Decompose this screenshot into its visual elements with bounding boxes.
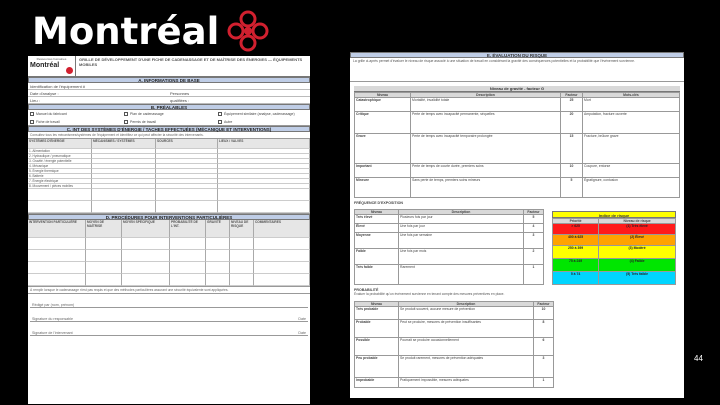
level-cell: Important (355, 164, 411, 178)
risk-row-5 (553, 272, 676, 285)
desc-cell: Une fois par jour (399, 224, 524, 233)
cell[interactable] (206, 238, 230, 250)
factor-cell: 8 (534, 320, 554, 338)
cell[interactable] (28, 274, 86, 286)
risk-range: 75 à 249 (553, 259, 599, 272)
desc-cell: Perte de temps avec incapacité temporaire prolongée (411, 134, 561, 164)
table-row (355, 178, 680, 198)
cell[interactable] (206, 262, 230, 274)
prealable-item[interactable] (122, 118, 216, 126)
table-row (355, 320, 554, 338)
cell[interactable] (86, 262, 122, 274)
desc-cell: Se produit souvent, aucune mesure de prévention (399, 307, 534, 320)
col-header: Description (399, 210, 524, 215)
prob-title: PROBABILITÉ (354, 288, 379, 292)
desc-cell: Mortalité, invalidité totale (411, 98, 561, 112)
prealable-item[interactable] (216, 118, 310, 126)
col-header: Niveau (355, 93, 411, 98)
factor-cell: 1 (534, 378, 554, 388)
risk-row-3 (553, 246, 676, 259)
gravite-title: Niveau de gravité - facteur G (354, 86, 680, 92)
montreal-flower-logo-icon (225, 8, 271, 54)
lieu-label: Lieu : (30, 98, 40, 103)
prealable-label: Manuel du fabricant (36, 112, 67, 116)
date-row[interactable] (28, 90, 310, 97)
risk-range: 250 à 399 (553, 246, 599, 259)
cell[interactable] (170, 238, 206, 250)
section-d-header: D. PROCÉDURES POUR INTERVENTIONS PARTICULIÈRES (28, 214, 310, 220)
sig-label: Signature de l'intervenant (32, 331, 73, 335)
prob-para: Évaluer la probabilité qu'un événement survienne en tenant compte des mesures préventives en place. (354, 292, 505, 296)
cell[interactable] (28, 250, 86, 262)
prealable-label: Autre (224, 120, 233, 124)
col-header: Mots-clés (583, 93, 680, 98)
cell[interactable] (170, 250, 206, 262)
risk-label: (5) Très faible (599, 272, 676, 285)
frequence-title: FRÉQUENCE D'EXPOSITION (354, 201, 403, 205)
table-row (355, 249, 544, 265)
table-row (355, 98, 680, 112)
desc-cell: Pourrait se produire occasionnellement (399, 338, 534, 356)
col-header: Description (399, 302, 534, 307)
desc-cell: Une fois par mois (399, 249, 524, 265)
section-a-header: A. INFORMATIONS DE BASE (28, 77, 310, 83)
frequence-table (354, 209, 544, 285)
desc-cell: Perte de temps de courte durée, premiers soins (411, 164, 561, 178)
signature-row[interactable] (30, 308, 308, 322)
col-header: SOURCES (156, 139, 218, 149)
section-b-header: B. PRÉALABLES (28, 104, 310, 110)
risk-index-table (552, 218, 676, 285)
cell[interactable] (218, 201, 310, 213)
checkbox[interactable] (218, 120, 222, 124)
interventions-table (28, 220, 310, 287)
cell[interactable] (170, 274, 206, 286)
factor-cell: 3 (524, 233, 544, 249)
table-row (355, 356, 554, 378)
factor-cell: 10 (561, 164, 583, 178)
desc-cell: Rarement (399, 265, 524, 285)
prealable-label: Plan de cadenassage (130, 112, 164, 116)
table-row (355, 233, 544, 249)
probabilite-table (354, 301, 554, 388)
col-header: MÉCANISMES / SYSTÈMES (92, 139, 156, 149)
personnes-label: Personnes (170, 91, 190, 96)
desc-cell: Perte de temps avec incapacité permanente, séquelles (411, 112, 561, 134)
desc-cell: Plusieurs fois par jour (399, 215, 524, 224)
risk-title: Indice de risque (552, 211, 676, 218)
table-row (355, 134, 680, 164)
signature-row[interactable] (30, 322, 308, 336)
ident-label: Identification de l'équipement # (30, 84, 86, 89)
left-doc-dept: Ressources humaines (36, 57, 67, 61)
col-header: GRAVITÉ (206, 220, 230, 238)
factor-cell: 1 (524, 265, 544, 285)
cell[interactable] (254, 250, 310, 262)
prealable-label: Équipement similaire (analyse, cadenassage) (224, 112, 295, 116)
table-row (355, 378, 554, 388)
section-c-para: Consultez tous les mécanismes/systèmes de l'équipement et identifiez ce qui peut affecter la sécurité des intervenants. (28, 132, 310, 139)
cell[interactable] (230, 262, 254, 274)
cell[interactable] (28, 201, 92, 213)
risk-row-2 (553, 235, 676, 246)
level-cell: Grave (355, 134, 411, 164)
risk-label: (1) Très élevé (599, 224, 676, 235)
date-label: Date d'analyse : (30, 91, 59, 96)
cell[interactable] (218, 189, 310, 201)
level-cell: Moyenne (355, 233, 399, 249)
checkbox[interactable] (124, 120, 128, 124)
prealable-item[interactable] (122, 110, 216, 118)
lieu-row[interactable] (28, 97, 310, 104)
gravite-table (354, 92, 680, 198)
level-cell: Peu probable (355, 356, 399, 378)
cell[interactable] (206, 274, 230, 286)
keywords-cell: Fracture, brûlure grave (583, 134, 680, 164)
left-doc-header (28, 56, 310, 77)
left-doc-logo-box (28, 56, 76, 76)
cell[interactable] (122, 262, 170, 274)
col-header: INTERVENTION PARTICULIÈRE (28, 220, 86, 238)
factor-cell: 15 (561, 134, 583, 164)
left-document-page (28, 56, 310, 404)
factor-cell: 5 (524, 215, 544, 224)
keywords-cell: Égratignure, contusion (583, 178, 680, 198)
col-header: NIVEAU DE RISQUE (230, 220, 254, 238)
prealables-grid (28, 110, 310, 126)
keywords-cell: Coupure, entorse (583, 164, 680, 178)
col-header: Priorité (553, 219, 599, 224)
level-cell: Très élevé (355, 215, 399, 224)
factor-cell: 5 (561, 178, 583, 198)
cell[interactable] (28, 238, 86, 250)
table-row (355, 164, 680, 178)
system-item: 8. Mouvement / pièces mobiles (28, 184, 92, 189)
col-header: Facteur (524, 210, 544, 215)
col-header: Facteur (534, 302, 554, 307)
cell[interactable] (156, 189, 218, 201)
table-row (355, 215, 544, 224)
prealable-item[interactable] (28, 118, 122, 126)
col-header: PROBABILITÉ DE L'INT. (170, 220, 206, 238)
factor-cell: 3 (534, 356, 554, 378)
level-cell: Très faible (355, 265, 399, 285)
cell[interactable] (206, 250, 230, 262)
risk-label: (3) Modéré (599, 246, 676, 259)
section-e-para: La grille ci-après permet d'évaluer le niveau de risque associé à une situation de travail en considérant la gravité des conséquences potentielles et la probabilité que l'événement survienne. (350, 58, 684, 82)
section-c-header: C. INT DES SYSTÈMES D'ÉNERGIE / TACHES EFFECTUÉES (MÉCANIQUE ET INTERVENTIONS) (28, 126, 310, 132)
desc-cell: Une fois par semaine (399, 233, 524, 249)
signature-row[interactable] (30, 294, 308, 308)
keywords-cell: Amputation, fracture ouverte (583, 112, 680, 134)
left-doc-title: GRILLE DE DÉVELOPPEMENT D'UNE FICHE DE CADENASSAGE ET DE MAÎTRISE DES ÉNERGIES — ÉQUIPEMENTS MOBILES (79, 57, 303, 67)
level-cell: Probable (355, 320, 399, 338)
cell[interactable] (122, 238, 170, 250)
level-cell: Catastrophique (355, 98, 411, 112)
level-cell: Improbable (355, 378, 399, 388)
section-e-header: E. ÉVALUATION DU RISQUE (350, 52, 684, 58)
left-doc-flower-icon (66, 67, 73, 74)
factor-cell: 10 (534, 307, 554, 320)
col-header: Niveau (355, 210, 399, 215)
cell[interactable] (86, 238, 122, 250)
keywords-cell: Mort (583, 98, 680, 112)
col-header: Niveau (355, 302, 399, 307)
system-item: 3. Gravité / énergie potentielle (28, 159, 92, 164)
factor-cell: 20 (561, 112, 583, 134)
qualifiees-label: qualifiées : (170, 98, 190, 103)
desc-cell: Se produit rarement, mesures de prévention adéquates (399, 356, 534, 378)
system-item: 6. Batterie (28, 174, 92, 179)
col-header: COMMENTAIRES (254, 220, 310, 238)
sig-label: Signature du responsable (32, 317, 73, 321)
factor-cell: 2 (524, 249, 544, 265)
cell[interactable] (230, 238, 254, 250)
cell[interactable] (254, 238, 310, 250)
system-item: 4. Mécanique (28, 164, 92, 169)
checkbox[interactable] (218, 112, 222, 116)
col-header: MOYEN DE MAÎTRISE (86, 220, 122, 238)
cell[interactable] (122, 250, 170, 262)
cell[interactable] (92, 201, 156, 213)
col-header: Niveau de risque (599, 219, 676, 224)
ident-row[interactable] (28, 83, 310, 90)
slide-number: 44 (694, 354, 703, 363)
cell[interactable] (122, 274, 170, 286)
cell[interactable] (28, 262, 86, 274)
table-row (355, 224, 544, 233)
risk-range: 400 à 625 (553, 235, 599, 246)
cell[interactable] (254, 274, 310, 286)
level-cell: Critique (355, 112, 411, 134)
cell[interactable] (156, 201, 218, 213)
right-document-page (350, 52, 684, 398)
section-d-para: À remplir lorsque le cadenassage n'est pas requis et que des méthodes particulières assurant une sécurité équivalente sont appliquées. (28, 287, 310, 294)
table-row (355, 265, 544, 285)
level-cell: Très probable (355, 307, 399, 320)
cell[interactable] (86, 274, 122, 286)
cell[interactable] (230, 250, 254, 262)
prealable-item[interactable] (216, 110, 310, 118)
prealable-label: Fiche de travail (36, 120, 60, 124)
factor-cell: 25 (561, 98, 583, 112)
col-header: LIEUX / VALVES (218, 139, 310, 149)
systems-table (28, 139, 310, 214)
factor-cell: 6 (534, 338, 554, 356)
level-cell: Élevé (355, 224, 399, 233)
risk-range: 5 à 74 (553, 272, 599, 285)
cell[interactable] (170, 262, 206, 274)
col-header: Description (411, 93, 561, 98)
checkbox[interactable] (30, 112, 34, 116)
col-header: Facteur (561, 93, 583, 98)
table-row (355, 307, 554, 320)
cell[interactable] (92, 189, 156, 201)
prealable-label: Permis de travail (130, 120, 157, 124)
sig-label: Rédigé par (nom, prénom) (32, 303, 75, 307)
brand-name: Montréal (32, 9, 220, 53)
checkbox[interactable] (30, 120, 34, 124)
cell[interactable] (230, 274, 254, 286)
risk-range: > 625 (553, 224, 599, 235)
system-item: 1. Alimentation (28, 149, 92, 154)
sig-date-label: Date (298, 317, 306, 321)
table-row (355, 112, 680, 134)
system-item: 2. Hydraulique / pneumatique (28, 154, 92, 159)
system-item: 7. Énergie électrique (28, 179, 92, 184)
prealable-item[interactable] (28, 110, 122, 118)
risk-row-4 (553, 259, 676, 272)
cell[interactable] (28, 189, 92, 201)
cell[interactable] (254, 262, 310, 274)
risk-row-1 (553, 224, 676, 235)
system-item: 5. Énergie thermique (28, 169, 92, 174)
brand-header (32, 8, 271, 54)
cell[interactable] (86, 250, 122, 262)
desc-cell: Pratiquement impossible, mesures adéquates (399, 378, 534, 388)
risk-label: (4) Faible (599, 259, 676, 272)
factor-cell: 4 (524, 224, 544, 233)
table-row (355, 338, 554, 356)
checkbox[interactable] (124, 112, 128, 116)
col-header: SYSTÈMES D'ÉNERGIE (28, 139, 92, 149)
level-cell: Faible (355, 249, 399, 265)
left-doc-logo-name: Montréal (30, 62, 60, 70)
col-header: MOYEN SPÉCIFIQUE (122, 220, 170, 238)
desc-cell: Peut se produire, mesures de prévention insuffisantes (399, 320, 534, 338)
level-cell: Possible (355, 338, 399, 356)
risk-label: (2) Élevé (599, 235, 676, 246)
level-cell: Mineure (355, 178, 411, 198)
desc-cell: Sans perte de temps, premiers soins mineurs (411, 178, 561, 198)
sig-date-label: Date (298, 331, 306, 335)
